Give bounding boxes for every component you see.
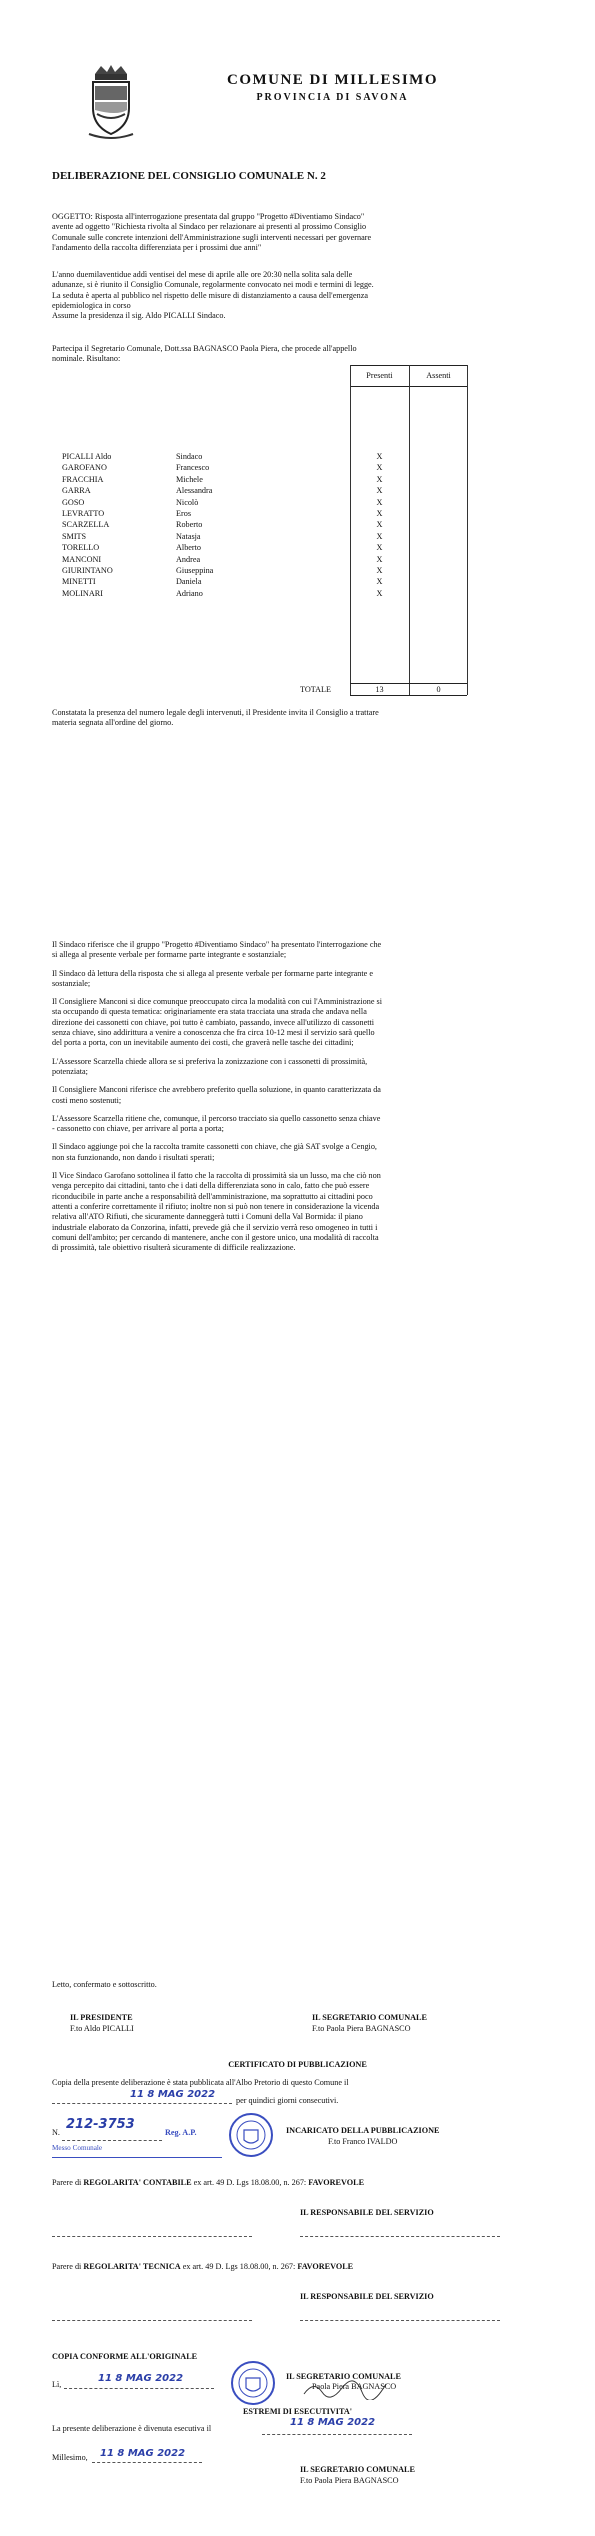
table-cell: X xyxy=(376,531,383,541)
coat-of-arms-logo xyxy=(87,64,135,140)
table-cell: Daniela xyxy=(176,577,202,587)
body-line: di prossimità, tale obiettivo risulterà sicuramente di difficile realizzazione. xyxy=(52,1243,296,1253)
body-paragraph xyxy=(52,997,572,1048)
parere-type: REGOLARITA' TECNICA xyxy=(83,2262,181,2271)
body-line: venga percepito dai cittadini, tanto che i dati della differenziata sono in calo, fatto che può essere xyxy=(52,1181,370,1191)
oggetto-line: avente ad oggetto "Richiesta rivolta al Sindaco per relazionare ai presenti al prossimo Consiglio xyxy=(52,222,367,232)
body-line: attenti a conferire correttamente il rifiuto; inoltre non si può non tenere in considerazione la vicenda xyxy=(52,1201,380,1211)
presidente-label: IL PRESIDENTE xyxy=(70,2013,133,2022)
table-row: GARRA xyxy=(62,486,91,496)
table-cell xyxy=(410,576,467,587)
document-title: DELIBERAZIONE DEL CONSIGLIO COMUNALE N. 2 xyxy=(52,170,326,182)
table-cell: Francesco xyxy=(176,463,210,473)
partecipa-line: nominale. Risultano: xyxy=(52,354,121,364)
intro-line: epidemiologica in corso xyxy=(52,300,131,310)
parere-contabile xyxy=(52,2178,364,2188)
table-cell: Michele xyxy=(176,474,203,484)
oggetto-line: Comunale sulle concrete intenzioni dell'Amministrazione sugli interventi necessari per governare xyxy=(52,232,372,242)
official-round-stamp xyxy=(228,2112,274,2158)
table-row: GAROFANO xyxy=(62,463,107,473)
totale-label: TOTALE xyxy=(300,685,332,694)
table-cell: Alessandra xyxy=(176,486,213,496)
table-row: TORELLO xyxy=(62,543,100,553)
attendance-names xyxy=(176,451,286,599)
table-cell xyxy=(410,542,467,553)
table-cell: X xyxy=(376,486,383,496)
table-cell xyxy=(410,531,467,542)
table-cell xyxy=(410,474,467,485)
messo-comunale: Messo Comunale xyxy=(52,2144,103,2152)
parere-type: REGOLARITA' CONTABILE xyxy=(83,2178,192,2187)
table-cell: X xyxy=(376,452,383,461)
numero-prefix: N. xyxy=(52,2128,60,2137)
attendance-assenti-col xyxy=(410,451,467,599)
table-row: SCARZELLA xyxy=(62,520,110,530)
body-paragraph xyxy=(52,1057,572,1078)
body-line: Il Consigliere Manconi riferisce che avrebbero preferito quella soluzione, in quanto caratterizzata da xyxy=(52,1085,381,1095)
table-row: MOLINARI xyxy=(62,588,103,598)
body-line: - cassonetto con chiave, per arrivare al porta a porta; xyxy=(52,1124,224,1134)
body-line: industriale elaborato da Conzorina, infatti, prevede già che il servizio verrà reso omogeneo in tutti i xyxy=(52,1222,378,1232)
table-cell: Adriano xyxy=(176,588,203,598)
table-cell: Alberto xyxy=(176,543,202,553)
table-row: SMITS xyxy=(62,531,87,541)
reg-ap-label: Reg. A.P. xyxy=(165,2128,197,2137)
table-cell: X xyxy=(376,508,383,518)
table-row: LEVRATTO xyxy=(62,508,105,518)
body-line: Il Sindaco aggiunge poi che la raccolta tramite cassonetti con chiave, che già SAT svolge a Cengio, xyxy=(52,1142,377,1152)
esecutivita-segretario-label: IL SEGRETARIO COMUNALE xyxy=(300,2465,415,2474)
table-cell: X xyxy=(376,520,383,530)
table-row: GIURINTANO xyxy=(62,565,113,575)
body-line: Il Vice Sindaco Garofano sottolinea il fatto che la raccolta di prossimità sia un lusso, ma che ciò non xyxy=(52,1171,381,1181)
partecipa-line: Partecipa il Segretario Comunale, Dott.ssa BAGNASCO Paola Piera, che procede all'appello xyxy=(52,344,357,353)
parere-prefix: Parere di xyxy=(52,2262,82,2271)
intro-line: adunanze, si è riunito il Consiglio Comunale, regolarmente convocato nei modi e termini di legge. xyxy=(52,280,374,290)
column-header-assenti: Assenti xyxy=(426,371,451,380)
constatata-line: Constatata la presenza del numero legale degli intervenuti, il Presidente invita il Consiglio a trattare xyxy=(52,708,379,717)
body-line: L'Assessore Scarzella ritiene che, comunque, il percorso tracciato sia quello cassonetto senza chiave xyxy=(52,1113,381,1123)
body-line: sostanziale; xyxy=(52,978,91,988)
intro-paragraph xyxy=(52,270,562,321)
table-row: GOSO xyxy=(62,497,85,507)
body-line: si allega al presente verbale per formarne parte integrante e sostanziale; xyxy=(52,950,287,960)
responsabile-servizio-label: IL RESPONSABILE DEL SERVIZIO xyxy=(300,2292,434,2301)
body-line: senza chiave, sino addirittura a venire a conoscenza che fra circa 10-12 mesi il servizio sarà quello xyxy=(52,1028,375,1038)
body-line: Il Consigliere Manconi si dice comunque preoccupato circa la modalità con cui l'Amministrazione si xyxy=(52,997,383,1007)
attendance-presenti-col xyxy=(351,451,408,599)
table-cell: X xyxy=(376,554,383,564)
body-paragraph xyxy=(52,969,572,990)
copia-segretario-label: IL SEGRETARIO COMUNALE xyxy=(286,2372,401,2381)
body-paragraph xyxy=(52,940,572,961)
parere-prefix: Parere di xyxy=(52,2178,82,2187)
intro-line: L'anno duemilaventidue addì ventisei del mese di aprile alle ore 20:30 nella solita sala delle xyxy=(52,270,353,279)
body-line: Il Sindaco dà lettura della risposta che si allega al presente verbale per formarne parte integrante e xyxy=(52,968,373,978)
table-row: FRACCHIA xyxy=(62,474,104,484)
copia-conforme-title: COPIA CONFORME ALL'ORIGINALE xyxy=(52,2352,198,2361)
table-cell: Natasja xyxy=(176,531,201,541)
esecutivita-title: ESTREMI DI ESECUTIVITA' xyxy=(242,2407,353,2416)
official-round-stamp xyxy=(230,2360,276,2406)
body-line: del porta a porta, con un inevitabile aumento dei costi, che graverà nelle tasche dei cittadini; xyxy=(52,1038,354,1048)
copia-segretario-name: Paola Piera BAGNASCO xyxy=(312,2382,397,2391)
registro-number-handwritten: 212-3753 xyxy=(66,2117,135,2132)
li-label: Lì, xyxy=(52,2380,62,2389)
parere-esito: FAVOREVOLE xyxy=(308,2178,365,2187)
body-line: riconducibile in parte anche a responsabilità dell'amministrazione, ma soprattutto ai cittadini poco xyxy=(52,1191,373,1201)
certificato-title: CERTIFICATO DI PUBBLICAZIONE xyxy=(228,2060,367,2069)
table-cell: X xyxy=(376,543,383,553)
parere-tecnica xyxy=(52,2262,353,2272)
table-row: PICALLI Aldo xyxy=(62,452,112,461)
oggetto-line: l'andamento della raccolta differenziata per i prossimi due anni" xyxy=(52,242,262,252)
parere-esito: FAVOREVOLE xyxy=(297,2262,354,2271)
certificato-line2: per quindici giorni consecutivi. xyxy=(236,2096,339,2105)
body-paragraph xyxy=(52,1114,572,1135)
table-cell: Sindaco xyxy=(176,452,203,461)
segretario-name: F.to Paola Piera BAGNASCO xyxy=(312,2024,411,2033)
pubblicazione-date-handwritten: 11 8 MAG 2022 xyxy=(130,2089,216,2100)
body-line: sta occupando di questa tematica: originariamente era stata tracciata una strada che andava nella xyxy=(52,1007,367,1017)
table-cell: X xyxy=(376,497,383,507)
table-cell: X xyxy=(376,565,383,575)
incaricato-label: INCARICATO DELLA PUBBLICAZIONE xyxy=(286,2126,440,2135)
body-line: comuni dell'ambito; per cercando di mantenere, anche con il gestore unico, una modalità di raccolta xyxy=(52,1232,379,1242)
table-cell: X xyxy=(376,588,383,598)
millesimo-label: Millesimo, xyxy=(52,2453,88,2462)
letto-confermato: Letto, confermato e sottoscritto. xyxy=(52,1980,157,1989)
esecutivita-date-handwritten: 11 8 MAG 2022 xyxy=(290,2417,376,2428)
incaricato-name: F.to Franco IVALDO xyxy=(328,2137,398,2146)
body-line: Il Sindaco riferisce che il gruppo "Progetto #Diventiamo Sindaco" ha presentato l'interrogazione che xyxy=(52,940,382,949)
segretario-label: IL SEGRETARIO COMUNALE xyxy=(312,2013,427,2022)
esecutivita-segretario-name: F.to Paola Piera BAGNASCO xyxy=(300,2476,399,2485)
partecipa-paragraph xyxy=(52,344,562,365)
table-cell: Giuseppina xyxy=(176,565,214,575)
oggetto-line: OGGETTO: Risposta all'interrogazione presentata dal gruppo "Progetto #Diventiamo Sindaco" xyxy=(52,212,365,221)
table-cell: Nicolò xyxy=(176,497,199,507)
body-line: costi meno sostenuti; xyxy=(52,1095,122,1105)
table-cell xyxy=(410,497,467,508)
constatata-line: materia segnata all'ordine del giorno. xyxy=(52,718,174,728)
oggetto-paragraph xyxy=(52,212,562,253)
table-cell: Andrea xyxy=(176,554,201,564)
body-paragraph xyxy=(52,1085,572,1106)
responsabile-servizio-label: IL RESPONSABILE DEL SERVIZIO xyxy=(300,2208,434,2217)
comune-name: COMUNE DI MILLESIMO xyxy=(226,72,438,88)
table-cell: X xyxy=(376,474,383,484)
parere-norma: ex art. 49 D. Lgs 18.08.00, n. 267: xyxy=(182,2262,296,2271)
table-row: MINETTI xyxy=(62,577,96,587)
table-cell xyxy=(410,508,467,519)
body-line: non sta funzionando, non dando i risultati sperati; xyxy=(52,1152,215,1162)
table-cell xyxy=(410,588,467,599)
table-row: MANCONI xyxy=(62,554,102,564)
column-header-presenti: Presenti xyxy=(366,371,393,380)
esecutivita-line: La presente deliberazione è divenuta esecutiva il xyxy=(52,2424,212,2433)
table-cell xyxy=(410,462,467,473)
provincia-name: PROVINCIA DI SAVONA xyxy=(256,92,409,103)
attendance-surnames xyxy=(62,451,172,599)
body-line: potenziata; xyxy=(52,1066,88,1076)
discussion-body xyxy=(52,940,572,1261)
intro-line: Assume la presidenza il sig. Aldo PICALLI Sindaco. xyxy=(52,311,226,321)
body-line: relativa all'ATO Rifiuti, che sicuramente danneggerà tutti i Comuni della Val Bormida: il piano xyxy=(52,1212,363,1222)
totale-presenti: 13 xyxy=(375,685,384,694)
millesimo-date-handwritten: 11 8 MAG 2022 xyxy=(100,2448,186,2459)
table-cell xyxy=(410,554,467,565)
certificato-line1: Copia della presente deliberazione è stata pubblicata all'Albo Pretorio di questo Comune il xyxy=(52,2078,349,2087)
segretario-signature xyxy=(300,2378,390,2400)
body-paragraph xyxy=(52,1142,572,1163)
table-cell: Roberto xyxy=(176,520,203,530)
table-cell: X xyxy=(376,463,383,473)
constatata-paragraph xyxy=(52,708,572,729)
body-paragraph xyxy=(52,1171,572,1253)
body-line: direzione dei cassonetti con chiave, poi tutto è cambiato, passando, invece all'utilizzo di cassonetti xyxy=(52,1017,375,1027)
table-cell: Eros xyxy=(176,508,192,518)
parere-norma: ex art. 49 D. Lgs 18.08.00, n. 267: xyxy=(193,2178,307,2187)
table-cell xyxy=(410,519,467,530)
intro-line: La seduta è aperta al pubblico nel rispetto delle misure di distanziamento a causa dell'emergenza xyxy=(52,290,368,300)
table-cell xyxy=(410,485,467,496)
totale-assenti: 0 xyxy=(436,685,441,694)
table-cell xyxy=(410,565,467,576)
copia-date-handwritten: 11 8 MAG 2022 xyxy=(98,2373,184,2384)
body-line: L'Assessore Scarzella chiede allora se si preferiva la zonizzazione con i cassonetti di prossimità, xyxy=(52,1056,368,1066)
table-cell: X xyxy=(376,577,383,587)
table-cell xyxy=(410,451,467,462)
presidente-name: F.to Aldo PICALLI xyxy=(70,2024,134,2033)
